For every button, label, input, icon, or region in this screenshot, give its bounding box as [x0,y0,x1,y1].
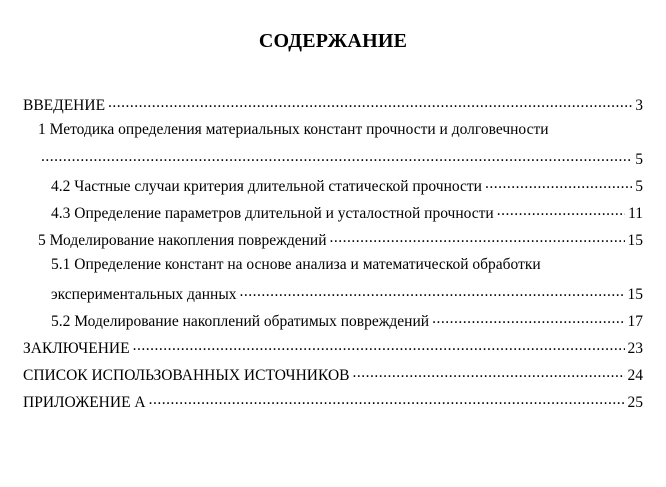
toc-entry[interactable] [23,337,643,364]
toc-entry[interactable] [23,202,643,229]
toc-entry-label: 4.2 Частные случаи критерия длительной статической прочности [51,177,482,195]
toc-entry-label: ВВЕДЕНИЕ [23,96,106,114]
toc-entry-label: 5.2 Моделирование накоплений обратимых повреждений [51,312,430,330]
toc-leader-dots [497,202,625,218]
toc-entry[interactable] [23,310,643,337]
toc-leader-dots [108,94,632,110]
toc-leader-dots [240,283,625,299]
toc-entry-label: СПИСОК ИСПОЛЬЗОВАННЫХ ИСТОЧНИКОВ [23,366,350,384]
toc-leader-dots [149,391,625,407]
toc-page-number: 25 [627,393,643,411]
toc-page-number: 3 [635,96,643,114]
toc-leader-dots [485,175,632,191]
toc-entry[interactable] [23,229,643,256]
toc-entry[interactable] [23,175,643,202]
toc-entry-label: 5 Моделирование накопления повреждений [38,231,327,249]
toc-page-number: 17 [627,312,643,330]
toc-entry-label: 4.3 Определение параметров длительной и усталостной прочности [51,204,494,222]
toc-page-number: 24 [627,366,643,384]
toc-leader-dots [432,310,624,326]
toc-entry-label: ПРИЛОЖЕНИЕ А [23,393,146,411]
table-of-contents [23,94,643,418]
toc-entry-label-continued: экспериментальных данных [51,285,237,303]
toc-entry[interactable] [23,94,643,121]
toc-leader-dots [133,337,625,353]
toc-page-number: 11 [628,204,643,222]
toc-entry-label: 1 Методика определения материальных констант прочности и долговечности [38,121,549,138]
toc-page-number: 15 [627,285,643,303]
toc-page-number: 5 [635,150,643,168]
toc-entry-label: 5.1 Определение констант на основе анализа и математической обработки [51,256,541,273]
toc-entry-label: ЗАКЛЮЧЕНИЕ [23,339,130,357]
page-title: СОДЕРЖАНИЕ [258,30,408,52]
toc-entry[interactable] [23,391,643,418]
toc-page-number: 5 [635,177,643,195]
toc-page-number: 23 [627,339,643,357]
toc-entry[interactable] [23,364,643,391]
toc-entry[interactable] [23,256,643,310]
toc-entry[interactable] [23,121,643,175]
toc-leader-dots [41,148,632,164]
toc-leader-dots [352,364,624,380]
toc-page-number: 15 [627,231,643,249]
toc-leader-dots [329,229,624,245]
